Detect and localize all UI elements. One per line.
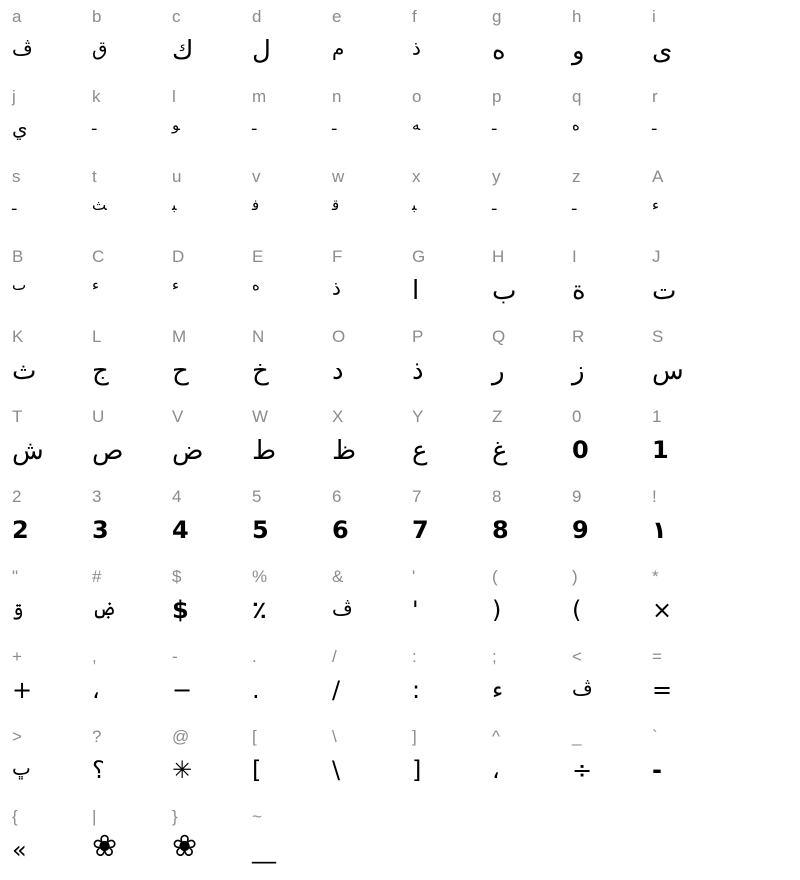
character-cell [408,720,488,800]
glyph: ت [652,276,677,306]
glyph: . [252,676,260,704]
character-cell [8,240,88,320]
key-label: K [12,327,24,346]
key-label: X [332,407,344,426]
key-label: P [412,327,424,346]
character-cell [8,160,88,240]
glyph: 4 [172,516,189,544]
glyph: 0 [572,436,589,464]
character-cell [648,0,728,80]
glyph: ر [492,356,505,386]
character-cell [8,720,88,800]
key-label: 6 [332,487,342,506]
character-cell [568,720,648,800]
character-cell [488,480,568,560]
key-label: 1 [652,407,662,426]
glyph: 3 [92,516,109,544]
glyph: __ [252,836,276,864]
character-cell [328,0,408,80]
glyph: م [332,36,345,60]
key-label: C [92,247,105,266]
glyph: 9 [572,516,589,544]
glyph: ص [92,436,124,466]
glyph: ڤ [12,36,33,60]
glyph: ( [492,596,502,624]
character-cell [328,560,408,640]
key-label: m [252,87,267,106]
character-cell [8,80,88,160]
key-label: & [332,567,344,586]
glyph: ﻪ [412,116,421,134]
glyph: ق [92,36,108,60]
key-label: a [12,7,22,26]
character-cell [8,0,88,80]
key-label: k [92,87,101,106]
character-cell [168,560,248,640]
glyph: ﺒ [412,196,417,214]
glyph: خ [252,356,269,386]
character-cell [568,560,648,640]
character-cell [248,240,328,320]
character-cell [408,320,488,400]
glyph: 8 [492,516,509,544]
key-label: 7 [412,487,422,506]
glyph: ۊ [12,596,24,620]
glyph: 6 [332,516,349,544]
key-label: { [12,807,18,826]
character-cell [88,400,168,480]
glyph: ط [252,436,277,466]
glyph: ه [252,276,260,294]
glyph: ❀ [92,829,118,864]
character-cell [248,80,328,160]
character-cell [8,800,88,880]
glyph: ذ [412,36,421,60]
character-cell [648,640,728,720]
character-cell [568,400,648,480]
character-cell [488,560,568,640]
character-cell [88,80,168,160]
glyph: ڀ [12,756,31,780]
key-label: - [172,647,178,666]
glyph: ة [572,276,586,306]
key-label: 9 [572,487,582,506]
key-label: 2 [12,487,22,506]
character-cell [248,400,328,480]
glyph: ] [252,756,262,784]
character-cell [168,720,248,800]
glyph: ي [12,116,28,140]
key-label: : [412,647,417,666]
character-cell [408,80,488,160]
character-cell [168,240,248,320]
key-label: \ [332,727,337,746]
character-cell [248,0,328,80]
character-cell [88,800,168,880]
key-label: E [252,247,264,266]
character-cell [88,480,168,560]
key-label: O [332,327,346,346]
key-label: N [252,327,265,346]
character-cell [168,400,248,480]
character-cell [488,160,568,240]
key-label: $ [172,567,182,586]
glyph: − [172,676,193,704]
character-cell [488,640,568,720]
key-label: ' [412,567,416,586]
character-cell [408,400,488,480]
character-cell [248,800,328,880]
character-cell [408,240,488,320]
glyph: + [12,676,33,704]
glyph: ، [492,756,500,784]
character-cell [568,320,648,400]
key-label: ~ [252,807,262,826]
glyph: × [652,596,673,624]
key-label: s [12,167,21,186]
glyph: 1 [652,436,669,464]
key-label: y [492,167,501,186]
character-cell [8,640,88,720]
key-label: p [492,87,502,106]
key-label: 4 [172,487,182,506]
key-label: e [332,7,342,26]
key-label: q [572,87,582,106]
glyph: ظ [332,436,357,466]
character-cell [488,320,568,400]
character-cell [328,160,408,240]
glyph: ) [572,596,582,624]
key-label: H [492,247,505,266]
glyph: : [412,676,421,704]
glyph: غ [492,436,508,466]
key-label: F [332,247,343,266]
character-cell [648,160,728,240]
character-cell [648,720,728,800]
glyph: ٪ [252,596,267,624]
character-cell [8,480,88,560]
character-cell [168,800,248,880]
character-cell [168,640,248,720]
glyph: ـ [12,196,17,214]
key-label: 3 [92,487,102,506]
glyph: » [12,836,27,864]
glyph: د [332,356,344,386]
character-cell [568,160,648,240]
glyph: ﺚ [92,196,107,214]
glyph: ض [172,436,204,466]
glyph: ء [492,676,504,704]
glyph: - [652,756,662,784]
character-cell [648,400,728,480]
character-cell [408,0,488,80]
glyph: ب [492,276,517,306]
character-cell [248,320,328,400]
glyph: ﻓ [252,196,260,214]
glyph: و [572,36,585,66]
character-cell [328,640,408,720]
glyph: ل [252,36,271,66]
key-label: l [172,87,176,106]
character-cell [488,240,568,320]
key-label: U [92,407,105,426]
key-label: w [332,167,345,186]
glyph: ـ [492,116,497,134]
character-cell [408,560,488,640]
glyph: ء [172,276,180,294]
key-label: b [92,7,102,26]
character-cell [328,240,408,320]
key-label: W [252,407,269,426]
character-cell [248,560,328,640]
character-cell [88,720,168,800]
glyph: ✳ [172,756,193,784]
key-label: j [12,87,16,106]
key-label: I [572,247,577,266]
character-cell [88,560,168,640]
glyph: ج [92,356,109,386]
glyph: ـ [92,116,97,134]
character-cell [408,640,488,720]
key-label: h [572,7,582,26]
key-label: t [92,167,97,186]
key-label: A [652,167,664,186]
key-label: v [252,167,261,186]
key-label: + [12,647,22,666]
glyph: ÷ [572,756,593,784]
glyph: ز [572,356,585,386]
character-cell [648,240,728,320]
glyph: ؟ [92,756,105,784]
key-label: / [332,647,337,666]
key-label: ( [492,567,498,586]
key-label: T [12,407,23,426]
key-label: g [492,7,502,26]
key-label: J [652,247,661,266]
character-cell [88,0,168,80]
key-label: > [12,727,22,746]
character-cell [328,400,408,480]
glyph: ذ [332,276,341,300]
key-label: f [412,7,417,26]
glyph: ' [412,596,419,624]
glyph: ع [412,436,428,466]
glyph: ه [492,36,506,66]
character-cell [488,0,568,80]
key-label: i [652,7,656,26]
glyph: ك [172,36,194,66]
glyph: ذ [412,356,424,386]
key-label: 8 [492,487,502,506]
key-label: Q [492,327,506,346]
character-cell [568,480,648,560]
glyph: ڤ [572,676,593,700]
character-cell [488,720,568,800]
character-cell [8,320,88,400]
character-cell [88,240,168,320]
character-cell [168,0,248,80]
key-label: c [172,7,181,26]
key-label: [ [252,727,257,746]
glyph: [ [412,756,422,784]
glyph: ﻮ [172,116,180,134]
key-label: R [572,327,585,346]
glyph: ـ [492,196,497,214]
key-label: d [252,7,262,26]
glyph: ٮ [12,276,27,294]
glyph: 7 [412,516,429,544]
key-label: ] [412,727,417,746]
character-cell [8,560,88,640]
key-label: , [92,647,97,666]
glyph: ١ [652,516,667,544]
character-cell [328,480,408,560]
key-label: o [412,87,422,106]
glyph: 2 [12,516,29,544]
key-label: = [652,647,662,666]
key-label: @ [172,727,190,746]
glyph: \ [332,756,341,784]
glyph: ـ [652,116,657,134]
key-label: z [572,167,581,186]
character-cell [248,720,328,800]
key-label: M [172,327,187,346]
glyph: ه [572,116,580,134]
key-label: < [572,647,582,666]
key-label: u [172,167,182,186]
glyph: ﺒ [172,196,177,214]
key-label: 5 [252,487,262,506]
key-label: # [92,567,102,586]
key-label: ; [492,647,497,666]
character-cell [168,480,248,560]
character-cell [408,160,488,240]
character-cell [648,320,728,400]
glyph: ڤ [332,596,353,620]
key-label: ? [92,727,102,746]
character-cell [8,400,88,480]
character-cell [248,160,328,240]
character-cell [88,320,168,400]
glyph: ش [12,436,44,466]
key-label: G [412,247,426,266]
key-label: % [252,567,268,586]
glyph: ث [12,356,37,386]
key-label: S [652,327,664,346]
character-cell [488,80,568,160]
character-cell [248,640,328,720]
character-cell [328,720,408,800]
glyph: ـ [252,116,257,134]
key-label: " [12,567,19,586]
glyph: ﻗ [332,196,340,214]
key-label: x [412,167,421,186]
glyph: ، [92,676,100,704]
character-cell [88,160,168,240]
character-cell [168,160,248,240]
glyph: ۻ [92,596,116,620]
character-cell [88,640,168,720]
glyph: = [652,676,673,704]
glyph: ❀ [172,829,198,864]
character-cell [568,240,648,320]
character-cell [648,80,728,160]
glyph: ء [652,196,660,214]
character-cell [328,80,408,160]
glyph: ـ [572,196,577,214]
character-cell [568,640,648,720]
character-cell [648,560,728,640]
character-cell [168,320,248,400]
key-label: n [332,87,342,106]
key-label: _ [572,727,582,746]
character-cell [328,320,408,400]
key-label: V [172,407,184,426]
key-label: ` [652,727,658,746]
glyph: ى [652,36,673,66]
key-label: Y [412,407,424,426]
glyph: ا [412,276,420,306]
key-label: ! [652,487,657,506]
glyph: $ [172,596,189,624]
key-label: 0 [572,407,582,426]
key-label: Z [492,407,503,426]
key-label: } [172,807,178,826]
key-label: | [92,807,97,826]
key-label: B [12,247,24,266]
glyph: ح [172,356,189,386]
character-cell [568,0,648,80]
character-cell [408,480,488,560]
key-label: * [652,567,659,586]
character-cell [488,400,568,480]
key-label: D [172,247,185,266]
key-label: L [92,327,102,346]
glyph: 5 [252,516,269,544]
glyph: ـ [332,116,337,134]
key-label: ) [572,567,578,586]
character-cell [568,80,648,160]
character-cell [248,480,328,560]
glyph: / [332,676,341,704]
glyph: س [652,356,684,386]
character-cell [648,480,728,560]
character-cell [168,80,248,160]
glyph: ء [92,276,100,294]
key-label: . [252,647,257,666]
key-label: ^ [492,727,500,746]
key-label: r [652,87,658,106]
